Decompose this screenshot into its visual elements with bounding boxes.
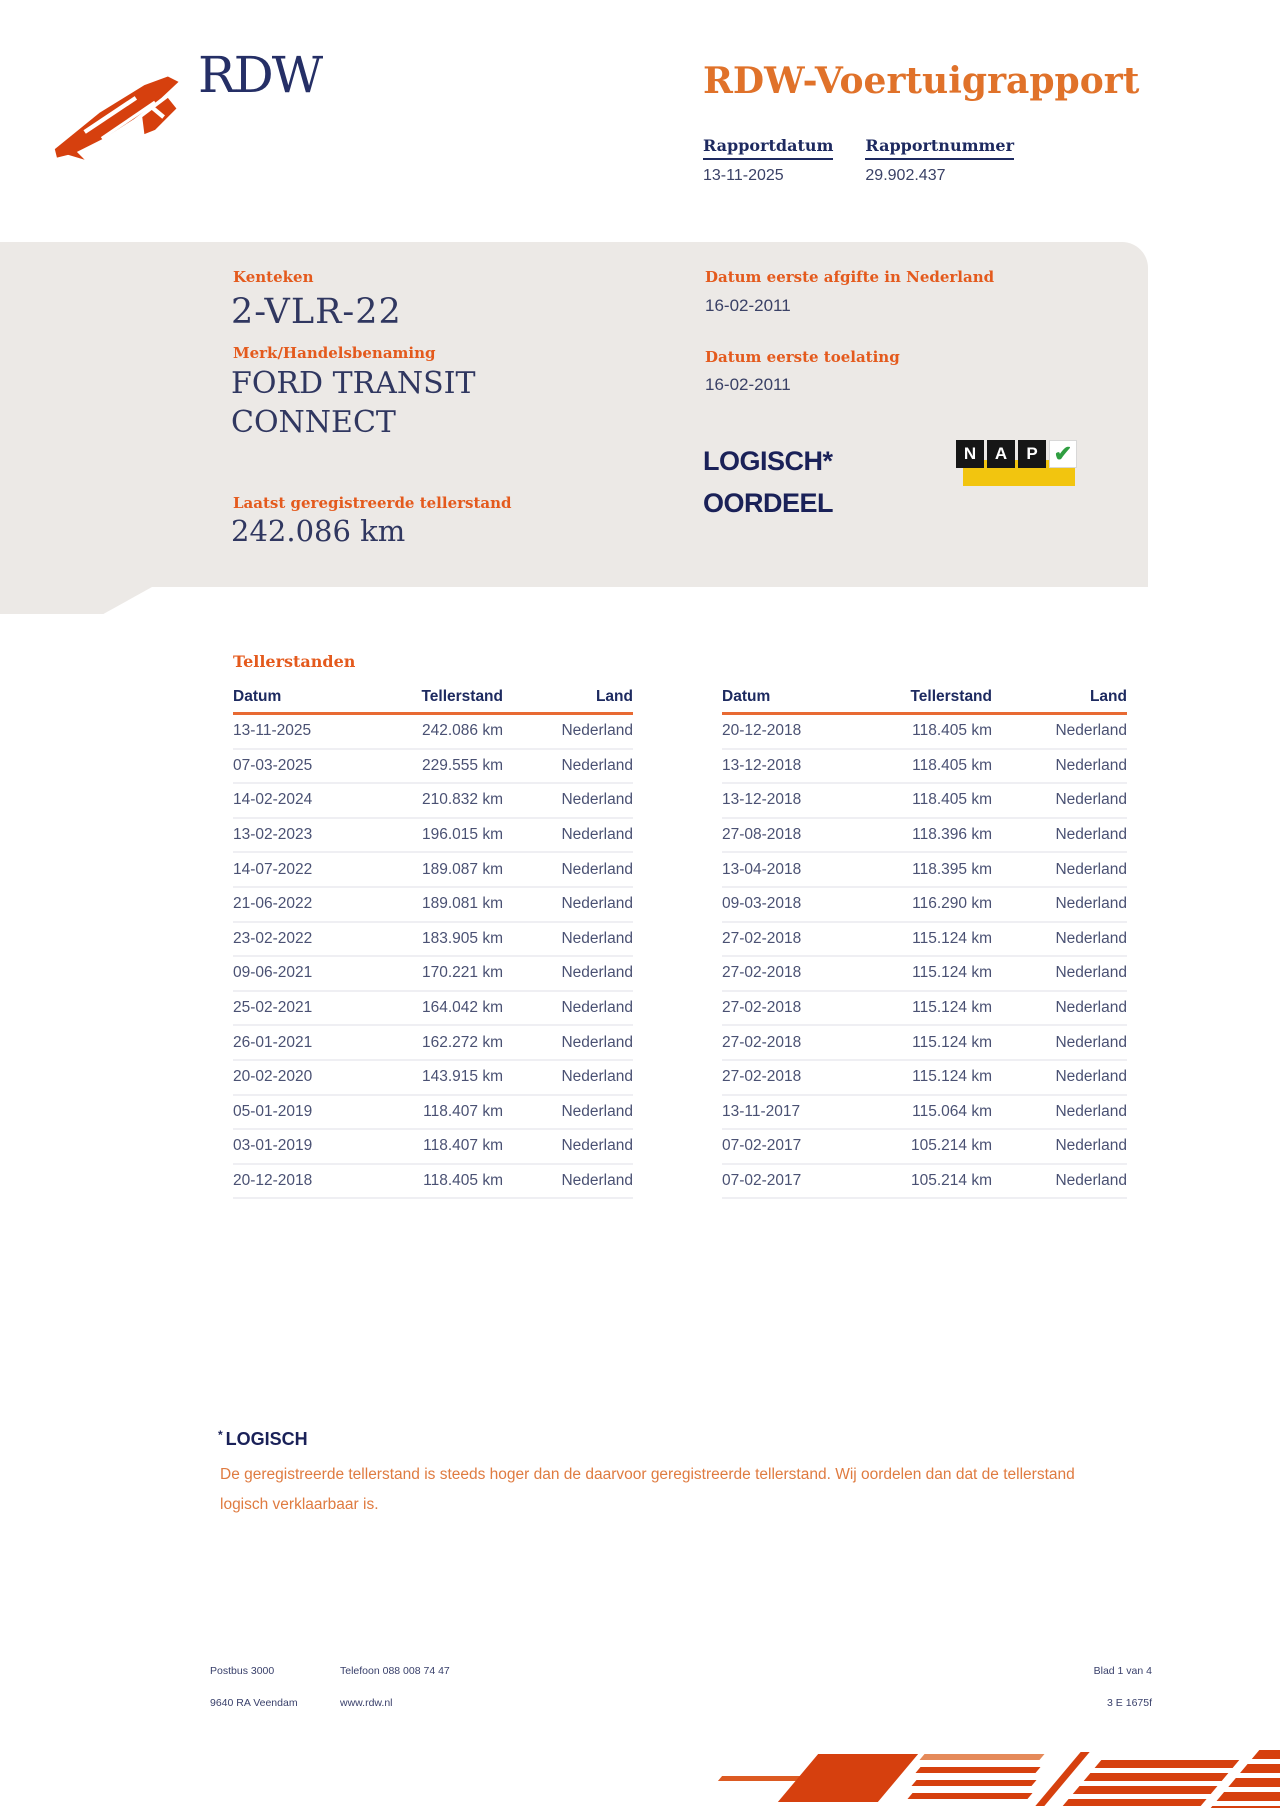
nap-letter-n: N (956, 440, 984, 468)
table-header-row (233, 682, 633, 715)
toelating-label: Datum eerste toelating (705, 348, 900, 366)
logisch-footnote-heading (218, 1428, 308, 1450)
table-row (722, 853, 1127, 888)
toelating-value: 16-02-2011 (705, 375, 791, 394)
cell-land: Nederland (561, 929, 633, 947)
table-row (722, 1130, 1127, 1165)
cell-tellerstand: 118.405 km (912, 791, 992, 809)
cell-land: Nederland (561, 860, 633, 878)
cell-datum: 20-12-2018 (233, 1172, 313, 1190)
cell-tellerstand: 210.832 km (422, 791, 503, 809)
column-header-datum: Datum (233, 688, 282, 705)
graphic-stripe (915, 1767, 1040, 1773)
table-row (233, 1061, 633, 1096)
cell-tellerstand: 115.124 km (912, 929, 992, 947)
afgifte-value: 16-02-2011 (705, 296, 791, 315)
cell-datum: 13-11-2017 (722, 1102, 801, 1120)
nap-letter-a: A (987, 440, 1015, 468)
merk-label: Merk/Handelsbenaming (233, 344, 436, 362)
footnote-asterisk: * (218, 1428, 223, 1442)
cell-datum: 07-02-2017 (722, 1137, 802, 1155)
table-row (233, 992, 633, 1027)
table-row (233, 888, 633, 923)
cell-tellerstand: 242.086 km (422, 722, 503, 740)
cell-datum: 09-03-2018 (722, 895, 802, 913)
oordeel-text (703, 440, 833, 524)
footnote-heading-text: LOGISCH (225, 1429, 308, 1449)
column-header-tellerstand: Tellerstand (421, 688, 503, 705)
footer-doc-code: 3 E 1675f (1107, 1697, 1152, 1709)
cell-land: Nederland (561, 1137, 633, 1155)
cell-datum: 27-02-2018 (722, 964, 802, 982)
cell-tellerstand: 189.087 km (422, 860, 503, 878)
tellerstand-label: Laatst geregistreerde tellerstand (233, 494, 512, 512)
footer-phone: Telefoon 088 008 74 47 (340, 1665, 450, 1677)
cell-datum: 23-02-2022 (233, 929, 313, 947)
cell-land: Nederland (1055, 964, 1127, 982)
table-row (722, 1061, 1127, 1096)
cell-datum: 13-12-2018 (722, 756, 802, 774)
cell-land: Nederland (1055, 826, 1127, 844)
cell-tellerstand: 115.064 km (912, 1102, 992, 1120)
footer-city: 9640 RA Veendam (210, 1697, 298, 1709)
footer-address (210, 1655, 298, 1719)
cell-tellerstand: 196.015 km (422, 826, 503, 844)
cell-land: Nederland (561, 999, 633, 1017)
table-row (722, 888, 1127, 923)
footer-decorative-graphic (690, 1748, 1280, 1810)
footer-postbus: Postbus 3000 (210, 1665, 275, 1677)
cell-datum: 03-01-2019 (233, 1137, 313, 1155)
cell-datum: 05-01-2019 (233, 1102, 313, 1120)
cell-datum: 13-04-2018 (722, 860, 802, 878)
cell-tellerstand: 183.905 km (422, 929, 503, 947)
cell-datum: 13-11-2025 (233, 722, 312, 740)
cell-land: Nederland (561, 964, 633, 982)
footer-contact (340, 1655, 450, 1719)
cell-land: Nederland (561, 756, 633, 774)
cell-tellerstand: 189.081 km (422, 895, 503, 913)
graphic-stripe (911, 1780, 1036, 1786)
column-header-datum: Datum (722, 688, 771, 705)
cell-land: Nederland (561, 1172, 633, 1190)
cell-datum: 13-02-2023 (233, 826, 313, 844)
cell-land: Nederland (1055, 1068, 1127, 1086)
cell-land: Nederland (1055, 1172, 1127, 1190)
column-header-land: Land (1089, 688, 1127, 705)
odometer-table-right (722, 682, 1127, 1199)
cell-tellerstand: 115.124 km (912, 964, 992, 982)
vehicle-summary-panel (0, 242, 1148, 587)
tellerstand-value: 242.086 km (231, 514, 406, 548)
cell-land: Nederland (1055, 1137, 1127, 1155)
cell-datum: 20-12-2018 (722, 722, 802, 740)
oordeel-line2: OORDEEL (703, 488, 834, 518)
cell-tellerstand: 164.042 km (422, 999, 503, 1017)
nap-letter-squares (956, 440, 1077, 468)
cell-land: Nederland (1055, 1102, 1127, 1120)
cell-land: Nederland (1055, 1033, 1127, 1051)
table-row (722, 957, 1127, 992)
table-row (722, 715, 1127, 750)
cell-land: Nederland (1055, 929, 1127, 947)
table-row (722, 1026, 1127, 1061)
cell-tellerstand: 143.915 km (422, 1068, 503, 1086)
table-row (233, 957, 633, 992)
table-row (233, 1026, 633, 1061)
table-header-row (722, 682, 1127, 715)
table-row (233, 784, 633, 819)
cell-tellerstand: 105.214 km (911, 1137, 992, 1155)
table-row (233, 1096, 633, 1131)
graphic-stripe (718, 1776, 800, 1781)
cell-tellerstand: 118.395 km (912, 860, 992, 878)
oordeel-line1: LOGISCH* (703, 446, 833, 476)
table-row (722, 784, 1127, 819)
table-row (722, 750, 1127, 785)
cell-tellerstand: 116.290 km (912, 895, 992, 913)
cell-tellerstand: 118.405 km (423, 1172, 503, 1190)
cell-land: Nederland (561, 1068, 633, 1086)
rdw-logo-icon (52, 68, 192, 164)
footer-pagination (1012, 1655, 1152, 1719)
cell-tellerstand: 229.555 km (422, 756, 503, 774)
panel-corner-notch (0, 587, 152, 614)
table-row (722, 1096, 1127, 1131)
cell-datum: 27-02-2018 (722, 1033, 802, 1051)
nap-letter-p: P (1018, 440, 1046, 468)
table-body-right (722, 715, 1127, 1199)
cell-datum: 27-02-2018 (722, 1068, 802, 1086)
graphic-stripe (919, 1754, 1044, 1760)
column-header-land: Land (595, 688, 633, 705)
cell-land: Nederland (1055, 791, 1127, 809)
table-row (722, 1165, 1127, 1200)
cell-datum: 14-07-2022 (233, 860, 313, 878)
cell-land: Nederland (1055, 860, 1127, 878)
table-row (233, 1165, 633, 1200)
afgifte-label: Datum eerste afgifte in Nederland (705, 268, 995, 286)
kenteken-value: 2-VLR-22 (231, 292, 402, 332)
cell-tellerstand: 118.407 km (423, 1137, 503, 1155)
cell-tellerstand: 170.221 km (422, 964, 503, 982)
cell-land: Nederland (561, 895, 633, 913)
table-body-left (233, 715, 633, 1199)
table-row (233, 1130, 633, 1165)
table-row (233, 853, 633, 888)
report-date-value: 13-11-2025 (703, 167, 784, 184)
cell-datum: 14-02-2024 (233, 791, 313, 809)
cell-tellerstand: 118.396 km (912, 826, 992, 844)
cell-land: Nederland (561, 722, 633, 740)
report-date-label: Rapportdatum (703, 136, 833, 160)
table-row (233, 923, 633, 958)
cell-land: Nederland (561, 826, 633, 844)
cell-datum: 25-02-2021 (233, 999, 313, 1017)
cell-land: Nederland (1055, 999, 1127, 1017)
table-row (233, 819, 633, 854)
report-date-block (703, 136, 833, 185)
nap-check-icon: ✔ (1049, 440, 1077, 468)
report-number-label: Rapportnummer (865, 136, 1014, 160)
cell-land: Nederland (561, 1102, 633, 1120)
report-number-value: 29.902.437 (865, 167, 946, 184)
cell-land: Nederland (1055, 756, 1127, 774)
cell-land: Nederland (1055, 895, 1127, 913)
merk-value: FORD TRANSIT CONNECT (231, 366, 476, 440)
footer-website: www.rdw.nl (340, 1697, 393, 1709)
cell-datum: 21-06-2022 (233, 895, 313, 913)
table-row (722, 923, 1127, 958)
cell-tellerstand: 118.407 km (423, 1102, 503, 1120)
logisch-footnote-body: De geregistreerde tellerstand is steeds hoger dan de daarvoor geregistreerde tellerstand. Wij oordelen dan dat de tellerstand logisch verklaarbaar is. (220, 1466, 1075, 1513)
cell-datum: 26-01-2021 (233, 1033, 313, 1051)
cell-datum: 13-12-2018 (722, 791, 802, 809)
cell-land: Nederland (1055, 722, 1127, 740)
cell-tellerstand: 118.405 km (912, 756, 992, 774)
odometer-table-left (233, 682, 633, 1199)
cell-datum: 27-02-2018 (722, 929, 802, 947)
column-header-tellerstand: Tellerstand (910, 688, 992, 705)
cell-datum: 07-03-2025 (233, 756, 313, 774)
report-meta (703, 136, 1014, 185)
cell-datum: 07-02-2017 (722, 1172, 802, 1190)
footer-page-number: Blad 1 van 4 (1093, 1665, 1152, 1677)
table-row (722, 819, 1127, 854)
cell-datum: 09-06-2021 (233, 964, 313, 982)
graphic-striped-block (1063, 1760, 1240, 1806)
table-row (722, 992, 1127, 1027)
graphic-stripe (907, 1793, 1032, 1799)
table-row (233, 715, 633, 750)
cell-datum: 20-02-2020 (233, 1068, 313, 1086)
cell-datum: 27-08-2018 (722, 826, 802, 844)
cell-tellerstand: 105.214 km (911, 1172, 992, 1190)
cell-tellerstand: 115.124 km (912, 1068, 992, 1086)
cell-datum: 27-02-2018 (722, 999, 802, 1017)
graphic-block (778, 1754, 918, 1802)
table-row (233, 750, 633, 785)
cell-tellerstand: 118.405 km (912, 722, 992, 740)
nap-logo (956, 440, 1088, 492)
tellerstanden-heading: Tellerstanden (233, 652, 356, 671)
report-number-block (865, 136, 1014, 185)
kenteken-label: Kenteken (233, 268, 314, 286)
rdw-logo-text: RDW (198, 46, 322, 104)
cell-tellerstand: 115.124 km (912, 1033, 992, 1051)
cell-land: Nederland (561, 1033, 633, 1051)
page-title: RDW-Voertuigrapport (703, 60, 1140, 102)
cell-tellerstand: 162.272 km (422, 1033, 503, 1051)
cell-land: Nederland (561, 791, 633, 809)
cell-tellerstand: 115.124 km (912, 999, 992, 1017)
